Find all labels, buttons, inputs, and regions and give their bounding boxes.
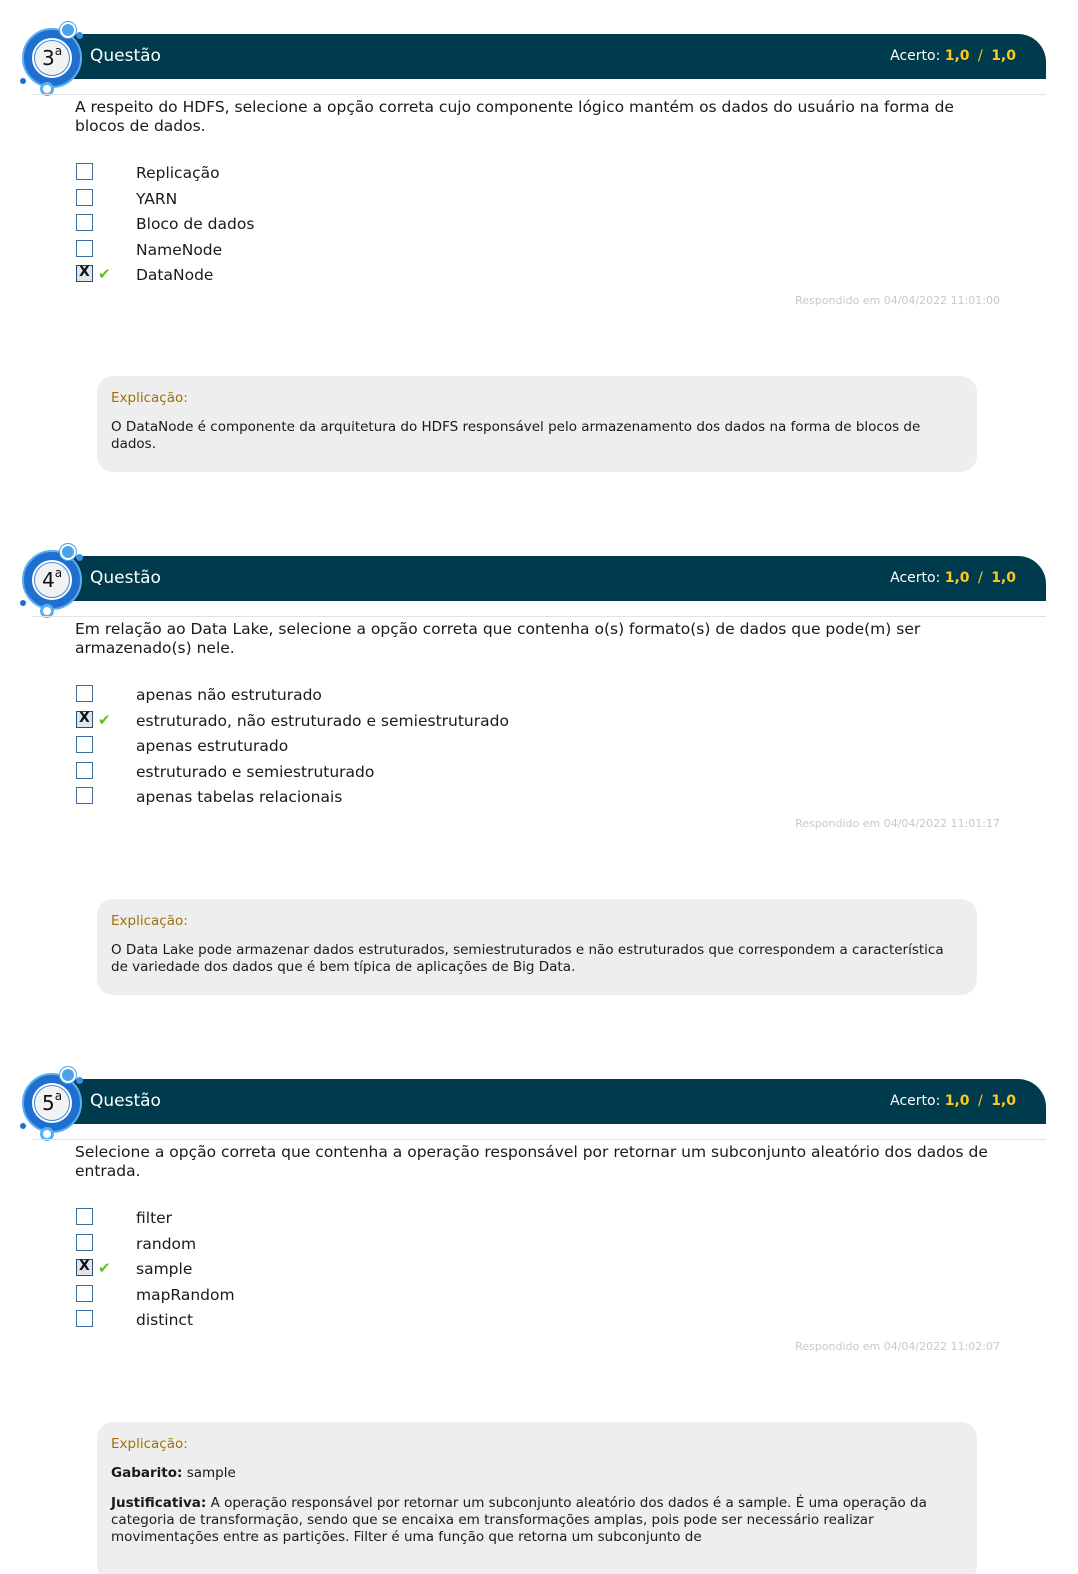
question-text: A respeito do HDFS, selecione a opção correta cujo componente lógico mantém os dados do usuário na forma de blocos de dados. (75, 98, 954, 135)
option-label: apenas tabelas relacionais (136, 788, 343, 806)
option-label: sample (136, 1260, 193, 1278)
option-label: apenas não estruturado (136, 686, 322, 704)
checkbox[interactable] (76, 736, 93, 753)
gabarito-value: sample (186, 1465, 236, 1481)
justificativa-text: A operação responsável por retornar um subconjunto aleatório dos dados é a sample. É uma operação da categoria de transformação, sendo que se encaixa em transformações amplas, pois pode ser necessário realizar movimentações entre as partições. Filter é uma função que retorna um subconjunto de (111, 1495, 927, 1545)
justificativa-label: Justificativa: (111, 1495, 207, 1511)
divider (32, 1139, 1046, 1140)
checkbox[interactable] (76, 762, 93, 779)
options-list (75, 684, 975, 812)
gabarito (111, 1465, 963, 1482)
checkbox[interactable] (76, 163, 93, 180)
option[interactable] (75, 213, 975, 239)
answered-timestamp: Respondido em 04/04/2022 11:01:00 (795, 294, 1000, 307)
checkbox[interactable] (76, 240, 93, 257)
score-obtained: 1,0 (944, 570, 970, 586)
option-selected[interactable] (75, 1258, 975, 1284)
question-header (68, 34, 1046, 79)
question-text: Em relação ao Data Lake, selecione a opção correta que contenha o(s) formato(s) de dados que pode(m) ser armazenado(s) nele. (75, 620, 921, 657)
checkbox-x-icon[interactable] (76, 711, 93, 728)
answered-timestamp: Respondido em 04/04/2022 11:02:07 (795, 1340, 1000, 1353)
option[interactable] (75, 188, 975, 214)
checkbox-x-icon[interactable] (76, 1259, 93, 1276)
score-separator: / (978, 1093, 983, 1109)
score-separator: / (978, 570, 983, 586)
explanation-title: Explicação: (111, 913, 188, 929)
explanation-text: O DataNode é componente da arquitetura do HDFS responsável pelo armazenamento dos dados na forma de blocos de dados. (111, 419, 921, 452)
checkbox[interactable] (76, 214, 93, 231)
options-list (75, 1207, 975, 1335)
checkbox-x-icon[interactable] (76, 265, 93, 282)
option-selected[interactable] (75, 710, 975, 736)
score (890, 48, 1016, 64)
explanation-box (97, 376, 977, 472)
explanation-title: Explicação: (111, 390, 188, 406)
answered-timestamp: Respondido em 04/04/2022 11:01:17 (795, 817, 1000, 830)
checkbox[interactable] (76, 685, 93, 702)
option-label: NameNode (136, 240, 223, 259)
divider (32, 616, 1046, 617)
options-list (75, 162, 975, 290)
option[interactable] (75, 786, 975, 812)
checkbox[interactable] (76, 1234, 93, 1251)
score-label: Acerto: (890, 48, 941, 64)
score-label: Acerto: (890, 1093, 941, 1109)
check-icon: ✔ (98, 710, 111, 729)
explanation-text: O Data Lake pode armazenar dados estruturados, semiestruturados e não estruturados que correspondem a característica de variedade dos dados que é bem típica de aplicações de Big Data. (111, 942, 944, 975)
option[interactable] (75, 239, 975, 265)
score-obtained: 1,0 (944, 48, 970, 64)
checkbox[interactable] (76, 189, 93, 206)
option-label: YARN (136, 189, 178, 208)
justificativa (111, 1495, 963, 1546)
option[interactable] (75, 735, 975, 761)
explanation-box (97, 1422, 977, 1574)
check-icon: ✔ (98, 1259, 111, 1277)
option[interactable] (75, 1309, 975, 1335)
question-number-badge-icon (18, 22, 90, 94)
checkbox[interactable] (76, 1310, 93, 1327)
question-number: 4$^a$ (41, 566, 63, 592)
checkbox[interactable] (76, 787, 93, 804)
score-obtained: 1,0 (944, 1093, 970, 1109)
option[interactable] (75, 761, 975, 787)
gabarito-label: Gabarito: (111, 1465, 183, 1481)
option[interactable] (75, 1207, 975, 1233)
option[interactable] (75, 162, 975, 188)
option[interactable] (75, 1233, 975, 1259)
question-title: Questão (90, 568, 161, 588)
question-header (68, 556, 1046, 601)
option-label: random (136, 1234, 197, 1253)
option-label: Bloco de dados (136, 215, 255, 233)
score-total: 1,0 (991, 48, 1016, 64)
option-label: apenas estruturado (136, 737, 289, 755)
question-header (68, 1079, 1046, 1124)
explanation-box (97, 899, 977, 995)
option[interactable] (75, 684, 975, 710)
question-text: Selecione a opção correta que contenha a operação responsável por retornar um subconjunto aleatório dos dados de entrada. (75, 1143, 988, 1180)
question-number: 5$^a$ (41, 1089, 63, 1115)
option-label: mapRandom (136, 1285, 235, 1304)
option-label: filter (136, 1209, 173, 1227)
option-selected[interactable] (75, 264, 975, 290)
checkbox[interactable] (76, 1208, 93, 1225)
question-number-badge-icon (18, 1067, 90, 1139)
score (890, 570, 1016, 586)
divider (32, 94, 1046, 95)
option-label: Replicação (136, 164, 220, 182)
explanation-title: Explicação: (111, 1436, 188, 1452)
question-number-badge-icon (18, 544, 90, 616)
score-separator: / (978, 48, 983, 64)
option[interactable] (75, 1284, 975, 1310)
score-label: Acerto: (890, 570, 941, 586)
score-total: 1,0 (991, 1093, 1016, 1109)
option-label: estruturado e semiestruturado (136, 762, 375, 781)
question-title: Questão (90, 1091, 161, 1111)
question-title: Questão (90, 46, 161, 66)
option-label: distinct (136, 1311, 194, 1329)
check-icon: ✔ (98, 265, 111, 283)
option-label: estruturado, não estruturado e semiestruturado (136, 711, 509, 730)
option-label: DataNode (136, 266, 214, 284)
score-total: 1,0 (991, 570, 1016, 586)
question-number: 3$^a$ (41, 44, 63, 70)
score (890, 1093, 1016, 1109)
checkbox[interactable] (76, 1285, 93, 1302)
